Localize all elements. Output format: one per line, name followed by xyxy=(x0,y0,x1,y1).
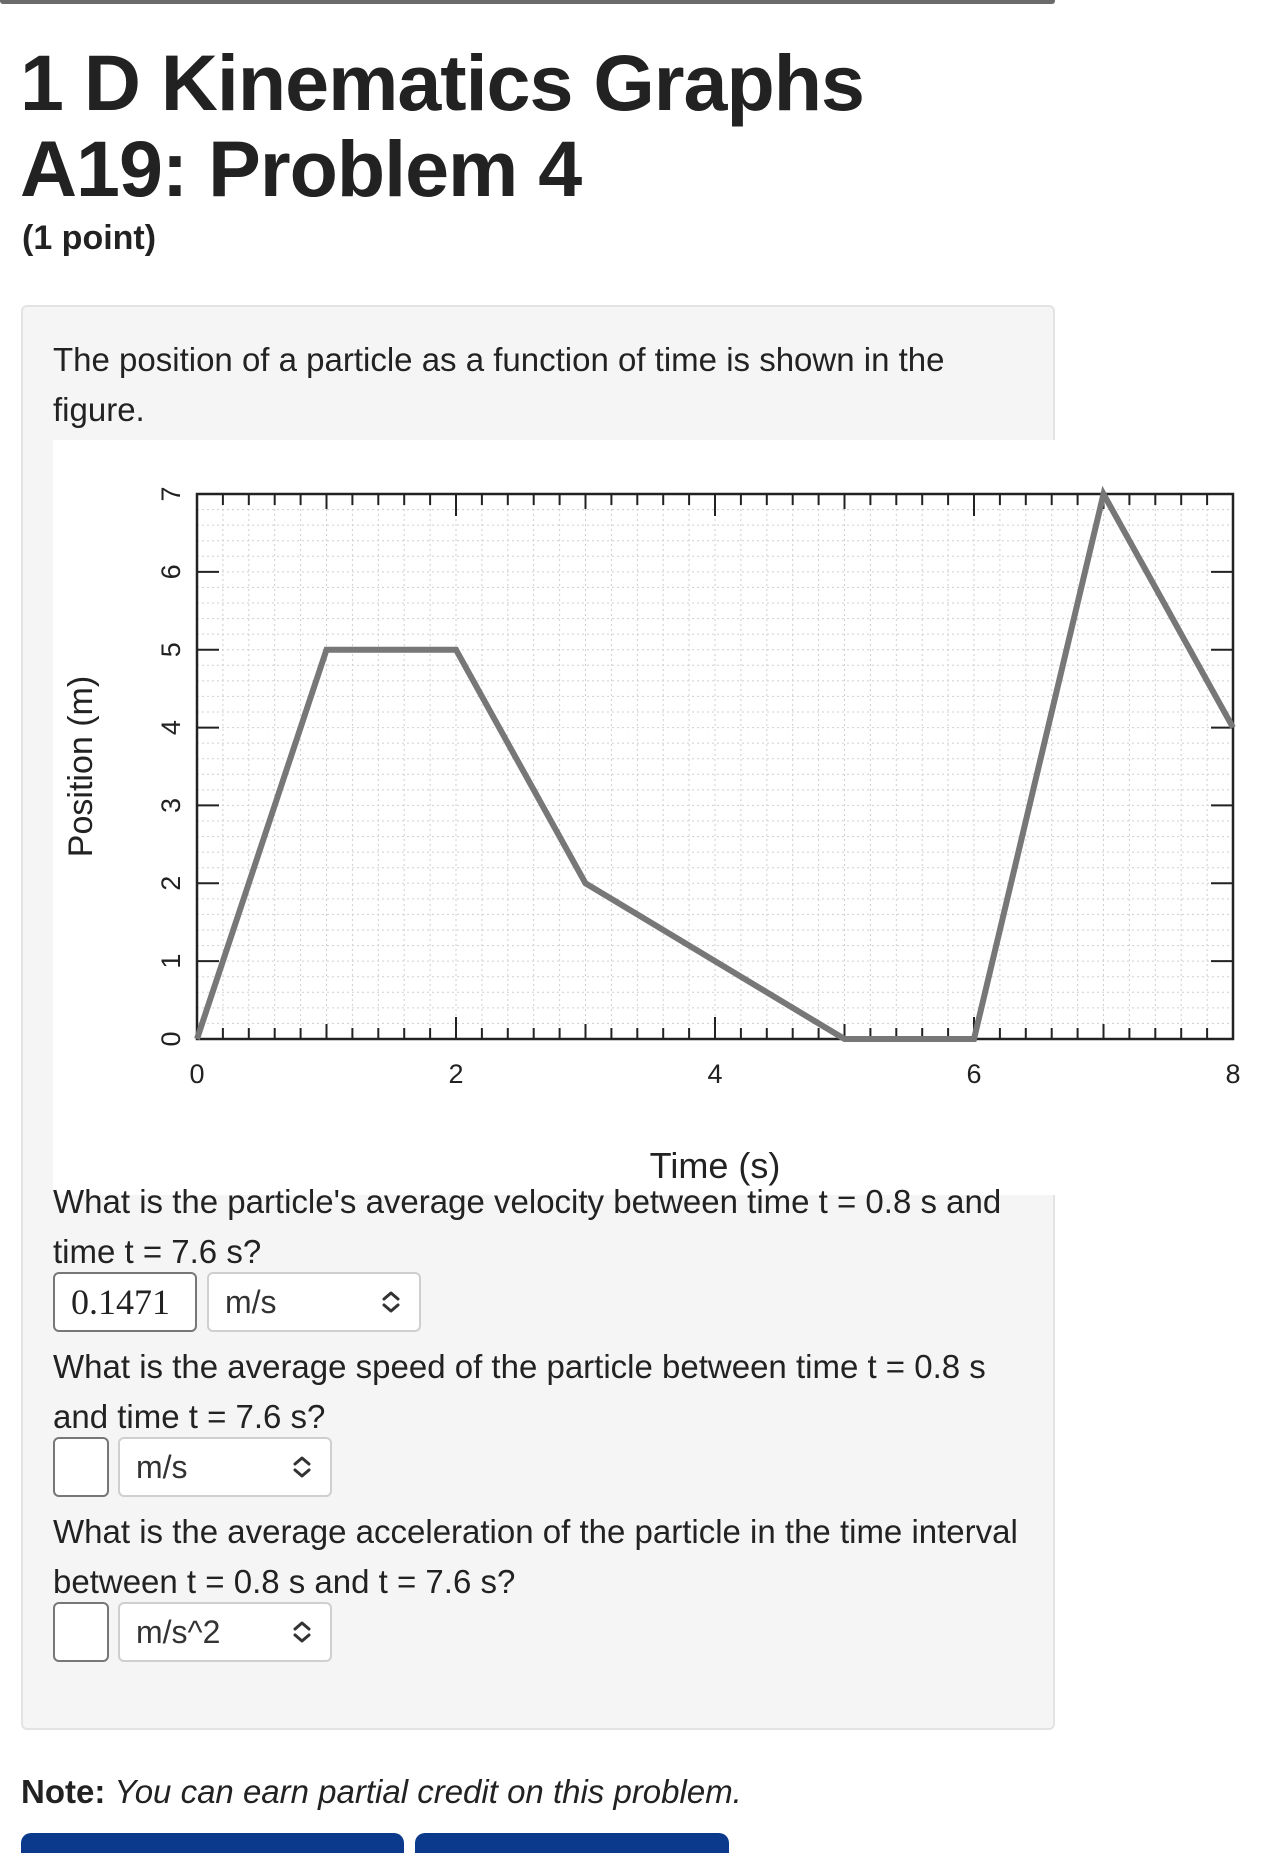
y-tick-label: 4 xyxy=(156,720,187,736)
y-tick-label: 5 xyxy=(156,642,187,658)
note-text: You can earn partial credit on this problem. xyxy=(114,1773,742,1810)
avg-acceleration-unit-label: m/s^2 xyxy=(136,1614,221,1650)
chevron-updown-icon xyxy=(288,1618,316,1646)
avg-speed-unit-label: m/s xyxy=(136,1449,188,1485)
y-tick-label: 3 xyxy=(156,797,187,813)
partial-credit-note xyxy=(21,1773,742,1811)
question-3-text: What is the average acceleration of the particle in the time interval between t = 0.8 s and t = 7.6 s? xyxy=(53,1513,1018,1600)
y-tick-label: 1 xyxy=(156,953,187,969)
avg-velocity-input[interactable]: 0.1471 xyxy=(53,1272,197,1332)
chevron-updown-icon xyxy=(377,1288,405,1316)
points-label: (1 point) xyxy=(22,219,157,257)
avg-speed-unit-select[interactable] xyxy=(118,1437,332,1497)
x-tick-label: 2 xyxy=(448,1059,464,1089)
x-tick-label: 8 xyxy=(1225,1059,1241,1089)
submit-button[interactable] xyxy=(21,1833,404,1853)
page-title: 1 D Kinematics Graphs A19: Problem 4 xyxy=(20,38,864,213)
y-axis-label: Position (m) xyxy=(61,675,100,858)
y-tick-label: 7 xyxy=(156,486,187,502)
top-divider xyxy=(0,0,1055,4)
y-tick-label: 6 xyxy=(156,564,187,580)
avg-acceleration-input[interactable] xyxy=(53,1602,109,1662)
preview-button[interactable] xyxy=(415,1833,729,1853)
position-time-chart xyxy=(53,440,1258,1195)
position-time-figure xyxy=(53,440,1258,1195)
x-axis-label: Time (s) xyxy=(649,1145,781,1186)
question-1-text: What is the particle's average velocity between time t = 0.8 s and time t = 7.6 s? xyxy=(53,1183,1002,1270)
question-2-text: What is the average speed of the particle between time t = 0.8 s and time t = 7.6 s? xyxy=(53,1348,986,1435)
chevron-updown-icon xyxy=(288,1453,316,1481)
avg-speed-input[interactable] xyxy=(53,1437,109,1497)
x-tick-label: 0 xyxy=(189,1059,205,1089)
avg-velocity-unit-label: m/s xyxy=(225,1284,277,1320)
y-tick-label: 2 xyxy=(156,875,187,891)
problem-intro: The position of a particle as a function of time is shown in the figure. xyxy=(53,341,945,428)
avg-acceleration-unit-select[interactable] xyxy=(118,1602,332,1662)
avg-velocity-unit-select[interactable] xyxy=(207,1272,421,1332)
y-tick-label: 0 xyxy=(156,1031,187,1047)
note-label: Note: xyxy=(21,1773,106,1810)
x-tick-label: 4 xyxy=(707,1059,723,1089)
x-tick-label: 6 xyxy=(966,1059,982,1089)
